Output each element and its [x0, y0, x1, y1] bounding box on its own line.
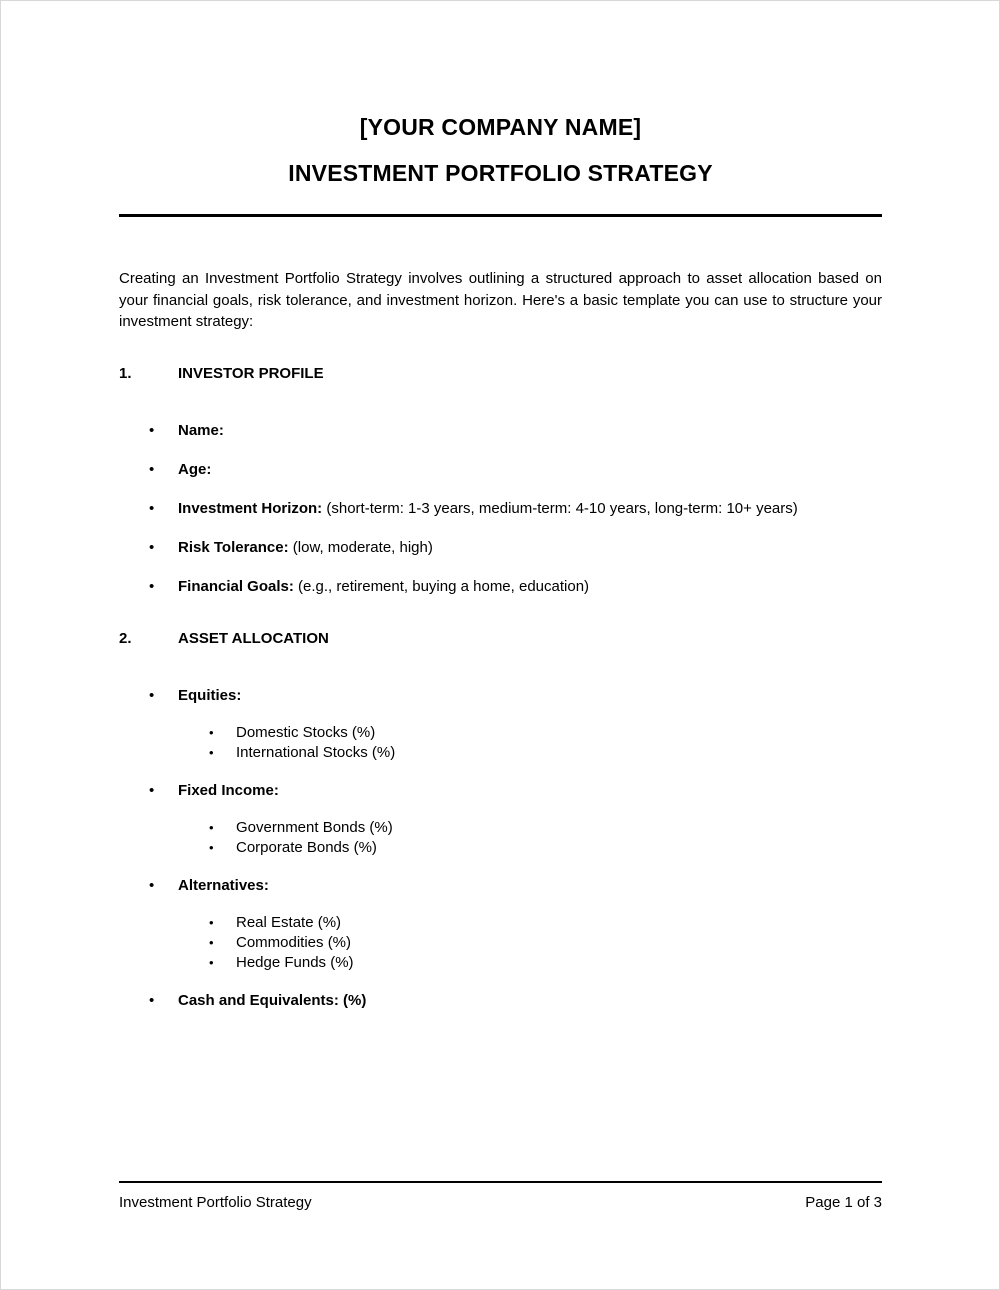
bullet-icon: • [209, 914, 214, 930]
sublist-item-text: Corporate Bonds (%) [236, 838, 377, 856]
page-footer [119, 1181, 882, 1213]
sublist-item-text: Commodities (%) [236, 933, 352, 951]
sublist-item-corporate-bonds [209, 838, 393, 858]
section-number: 1. [119, 364, 132, 382]
bullet-icon: • [149, 538, 155, 556]
sublist-item-text: International Stocks (%) [236, 743, 396, 761]
list-item-text: Fixed Income: • Government Bonds (%) • Corporate Bonds (%) [178, 781, 393, 856]
sublist-item-text: Hedge Funds (%) [236, 953, 354, 971]
bullet-icon: • [209, 819, 214, 835]
footer-document-name: Investment Portfolio Strategy [119, 1194, 312, 1211]
list-item-text: Name: [178, 421, 224, 439]
bullet-icon: • [209, 934, 214, 950]
bullet-icon: • [209, 724, 214, 740]
alternatives-sublist [209, 913, 354, 973]
list-item-risk-tolerance [149, 537, 882, 559]
list-item-text: Age: [178, 460, 212, 478]
sublist-item-commodities [209, 933, 354, 953]
section-title: INVESTOR PROFILE [178, 364, 324, 382]
equities-sublist [209, 723, 395, 763]
sublist-item-hedge-funds [209, 953, 354, 973]
bullet-icon: • [209, 839, 214, 855]
section-heading-asset-allocation [119, 628, 882, 650]
section-title: ASSET ALLOCATION [178, 629, 329, 647]
bullet-icon: • [149, 686, 155, 704]
company-name-title: [YOUR COMPANY NAME] [359, 114, 642, 140]
bullet-icon: • [149, 577, 155, 595]
document-title: INVESTMENT PORTFOLIO STRATEGY [288, 160, 713, 186]
bullet-icon: • [149, 781, 155, 799]
sublist-item-government-bonds [209, 818, 393, 838]
bullet-icon: • [149, 421, 155, 439]
list-item-text: Risk Tolerance: (low, moderate, high) [178, 538, 433, 556]
footer-page-number: Page 1 of 3 [805, 1194, 882, 1211]
bullet-icon: • [149, 499, 155, 517]
fixed-income-sublist [209, 818, 393, 858]
sublist-item-text: Real Estate (%) [236, 913, 342, 931]
sublist-item-domestic-stocks [209, 723, 395, 743]
asset-allocation-list [149, 685, 882, 1012]
document-content [1, 1, 999, 1012]
bullet-icon: • [149, 991, 155, 1009]
sublist-item-international-stocks [209, 743, 395, 763]
list-item-alternatives [149, 875, 882, 973]
bullet-icon: • [209, 954, 214, 970]
list-item-age [149, 459, 882, 481]
bullet-icon: • [149, 876, 155, 894]
bullet-icon: • [209, 744, 214, 760]
title-divider [119, 214, 882, 217]
list-item-financial-goals [149, 576, 882, 598]
sublist-item-text: Government Bonds (%) [236, 818, 393, 836]
section-number: 2. [119, 629, 132, 647]
list-item-cash-and-equivalents [149, 990, 882, 1012]
list-item-text: Cash and Equivalents: (%) [178, 991, 367, 1009]
list-item-name [149, 420, 882, 442]
section-heading-investor-profile [119, 363, 882, 385]
investor-profile-list [149, 420, 882, 598]
list-item-text: Equities: • Domestic Stocks (%) • International Stocks (%) [178, 686, 396, 761]
sublist-item-real-estate [209, 913, 354, 933]
list-item-equities [149, 685, 882, 763]
bullet-icon: • [149, 460, 155, 478]
list-item-text: Financial Goals: (e.g., retirement, buying a home, education) [178, 577, 590, 595]
sublist-item-text: Domestic Stocks (%) [236, 723, 376, 741]
list-item-text: Investment Horizon: (short-term: 1-3 years, medium-term: 4-10 years, long-term: 10+ years) [178, 499, 798, 517]
intro-paragraph: Creating an Investment Portfolio Strategy involves outlining a structured approach to asset allocation based on your financial goals, risk tolerance, and investment horizon. Here's a basic template you can use to structure your investment strategy: [119, 270, 882, 330]
list-item-fixed-income [149, 780, 882, 858]
list-item-investment-horizon [149, 498, 882, 520]
list-item-text: Alternatives: • Real Estate (%) • Commodities (%) • Hedge Funds (%) [178, 876, 354, 971]
